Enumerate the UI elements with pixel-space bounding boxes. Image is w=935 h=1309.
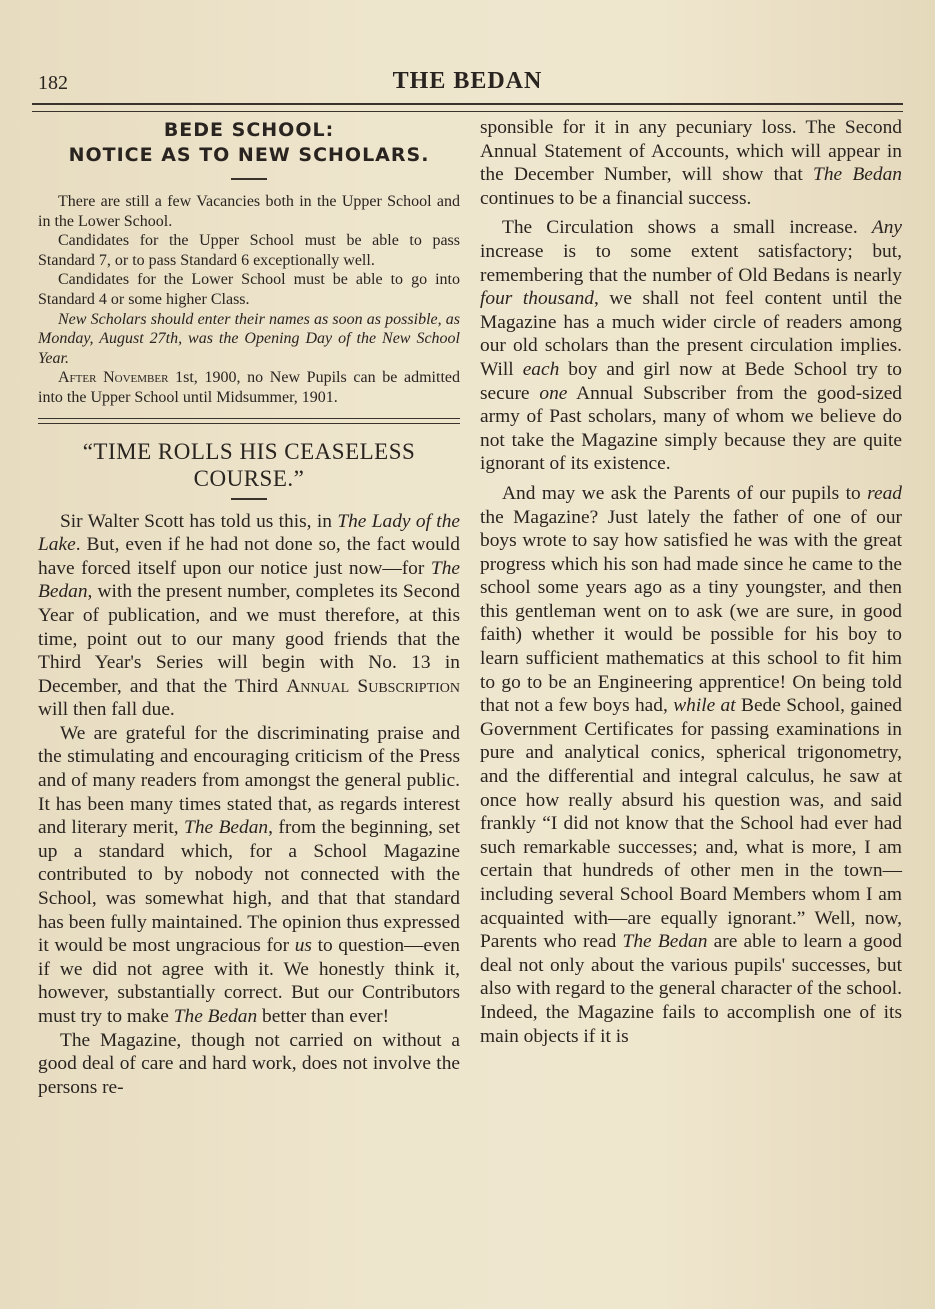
article-body-left — [38, 510, 460, 1100]
italic-text: The Bedan — [622, 931, 708, 953]
article-paragraph — [480, 216, 902, 476]
italic-text: The Bedan — [184, 817, 269, 839]
article-title-line-1: “TIME ROLLS HIS CEASELESS — [82, 438, 416, 464]
notice-paragraph-italic — [38, 310, 460, 369]
notice-paragraph: There are still a few Vacancies both in the Upper School and in the Lower School. — [38, 193, 460, 230]
smallcaps-text: Annual Subscription — [286, 675, 461, 697]
text: . But, even if he had not done so, the fact would have forced itself upon our notice just now—for — [38, 534, 460, 579]
notice-paragraph — [38, 368, 460, 407]
italic-text: us — [294, 935, 312, 957]
article-paragraph — [38, 510, 460, 722]
article-paragraph: The Magazine, though not carried on without a good deal of care and hard work, does not involve the persons re- — [38, 1029, 460, 1098]
text: better than ever! — [257, 1006, 390, 1027]
notice-title-line-1: BEDE SCHOOL: — [163, 119, 335, 141]
notice-text: 1st, 1900, no New Pupils can be admitted into the Upper School until Midsummer, 1901. — [38, 369, 460, 406]
italic-text: The Bedan — [173, 1006, 258, 1027]
notice-title — [38, 118, 460, 168]
left-column — [38, 116, 460, 1099]
article-paragraph — [480, 116, 902, 210]
text: Annual Subscriber from the good-sized army of Past scholars, many of whom we believe do not take the Magazine simply because they are quite ignorant of its existence. — [480, 382, 902, 475]
text: continues to be a financial success. — [480, 187, 752, 209]
article-title — [38, 438, 460, 492]
article-body-right — [480, 116, 902, 1048]
text: boy and girl now at Bede School try to secure — [480, 358, 902, 404]
section-divider — [38, 418, 460, 424]
article-paragraph — [38, 722, 460, 1029]
text: , from the beginning, set up a standard which, for a School Magazine contributed to by nobody not connected with the School, was somewhat high, and that that standard has been fully maintained. The opinion thus expressed it would be most ungracious for — [38, 817, 460, 957]
notice-paragraph: Candidates for the Lower School must be able to go into Standard 4 or some higher Class. — [38, 271, 460, 308]
text: increase is to some extent satisfactory; but, remembering that the number of Old Bedans is nearly — [480, 240, 902, 286]
running-title: THE BEDAN — [392, 68, 543, 94]
text: And may we ask the Parents of our pupils to — [502, 482, 868, 504]
right-column — [480, 116, 902, 1048]
italic-text: The Lady of the Lake — [38, 510, 460, 556]
page-header — [34, 62, 901, 96]
text: The Circulation shows a small increase. — [502, 217, 872, 239]
text: , we shall not feel content until the Magazine has a much wider circle of readers among our old scholars than the present circulation implies. Will — [480, 288, 903, 380]
notice-title-line-2: NOTICE AS TO NEW SCHOLARS. — [68, 144, 430, 166]
italic-text: Any — [871, 217, 902, 239]
italic-text: one — [539, 382, 568, 404]
article-rule — [231, 498, 267, 500]
text: We are grateful for the discriminating praise and the stimulating and encouraging criticism of the Press and of many readers from amongst the general public. It has been many times stated that, as regards interest and literary merit, — [38, 722, 460, 839]
notice-italic-text: New Scholars should enter their names as soon as possible, as Monday, August 27th, was the Opening Day of the New School Year. — [38, 310, 460, 367]
italic-text: while at — [673, 695, 736, 717]
notice-paragraph: Candidates for the Upper School must be able to pass Standard 7, or to pass Standard 6 exceptionally well. — [38, 232, 460, 269]
notice-body — [38, 192, 460, 408]
italic-text: The Bedan — [813, 164, 902, 186]
article-paragraph — [480, 482, 902, 1048]
italic-text: The Bedan — [38, 557, 460, 603]
header-rule — [32, 103, 903, 112]
italic-text: read — [867, 482, 902, 504]
text: sponsible for it in any pecuniary loss. The Second Annual Statement of Accounts, which will appear in the December Number, will show that — [480, 117, 902, 186]
italic-text: each — [522, 358, 560, 380]
text: , with the present number, completes its Second Year of publication, and we must therefore, at this time, point out to our many good friends that the Third Year's Series will begin with No. 13 in December, and that the Third — [38, 581, 460, 697]
text: to question—even if we did not agree with it. We honestly think it, however, substantially correct. But our Contributors must try to make — [38, 935, 461, 1027]
text: Bede School, gained Government Certificates for passing examinations in pure and analytical conics, spherical trigonometry, and the differential and integral calculus, he saw at once how really absurd his question was, and said frankly “I did not know that the School had ever had such remarkable successes; and, what is more, I am certain that hundreds of other men in the town—including several School Board Members whom I am acquainted with—are equally ignorant.” Well, now, Parents who read — [480, 695, 902, 953]
text: will then fall due. — [38, 699, 175, 721]
italic-text: four thousand — [480, 288, 594, 310]
notice-smallcaps-lead: After November — [58, 369, 169, 387]
notice-rule — [231, 178, 267, 180]
text: are able to learn a good deal not only about the various pupils' successes, but also with regard to the general character of the school. Indeed, the Magazine fails to accomplish one of its main objects if it is — [480, 931, 902, 1047]
page-number: 182 — [38, 72, 68, 94]
text: the Magazine? Just lately the father of one of our boys wrote to say how satisfied he was with the great progress which his son had made since he came to the school some years ago as a tiny youngster, and then this gentleman went on to ask (we are sure, in good faith) whether it would be possible for his boy to learn sufficient mathematics at this school to fit him to go to be an Engineering apprentice! On being told that not a few boys had, — [480, 506, 902, 717]
text: Sir Walter Scott has told us this, in — [60, 510, 338, 532]
article-title-line-2: COURSE.” — [193, 465, 305, 491]
